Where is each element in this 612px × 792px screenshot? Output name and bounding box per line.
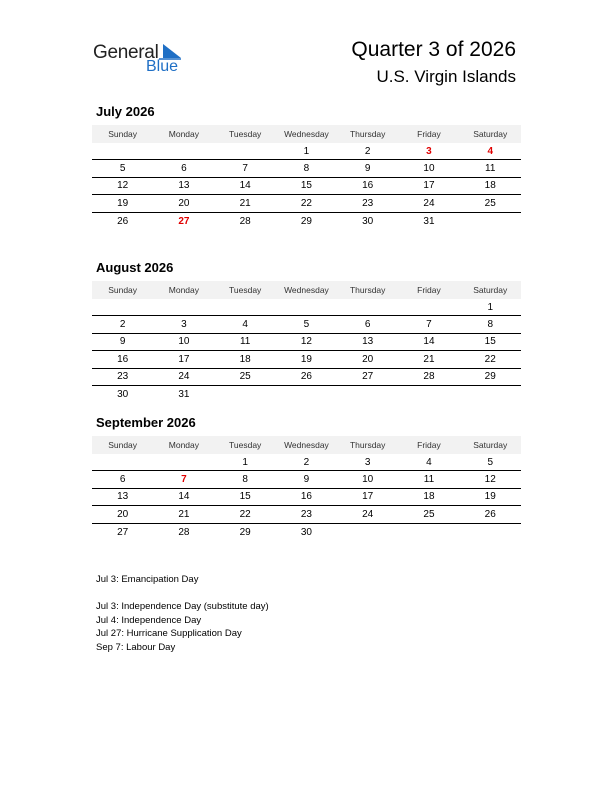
day-cell: 3 (426, 145, 432, 157)
day-cell: 19 (300, 353, 312, 365)
day-cell: 24 (178, 371, 190, 383)
day-cell: 12 (117, 180, 129, 192)
weekday-label: Sunday (108, 285, 138, 295)
day-cell: 27 (178, 215, 190, 227)
week-row (92, 351, 521, 368)
week-row (92, 369, 521, 386)
day-cell: 7 (242, 163, 248, 175)
weekday-label: Saturday (473, 440, 508, 450)
day-cell: 11 (485, 163, 496, 175)
day-cell: 14 (178, 491, 190, 503)
day-cell: 4 (242, 319, 248, 331)
day-cell: 12 (300, 336, 312, 348)
day-cell: 25 (239, 371, 251, 383)
day-cell: 30 (300, 526, 312, 538)
month-calendar-september (92, 414, 521, 541)
holiday-note: Jul 27: Hurricane Supplication Day (96, 628, 242, 640)
day-cell: 7 (426, 319, 432, 331)
day-cell: 4 (487, 145, 493, 157)
week-row (92, 471, 521, 488)
weekday-label: Wednesday (284, 129, 329, 139)
day-cell: 14 (423, 336, 435, 348)
weekday-label: Tuesday (229, 440, 262, 450)
day-cell: 8 (242, 474, 248, 486)
day-cell: 19 (484, 491, 496, 503)
day-cell: 21 (239, 197, 251, 209)
day-cell: 23 (300, 508, 312, 520)
week-row (92, 334, 521, 351)
day-cell: 26 (300, 371, 312, 383)
day-cell: 4 (426, 456, 432, 468)
day-cell: 30 (362, 215, 374, 227)
day-cell: 21 (423, 353, 435, 365)
day-cell: 24 (362, 508, 374, 520)
weekday-label: Saturday (473, 285, 508, 295)
day-cell: 5 (487, 456, 493, 468)
week-row (92, 213, 521, 230)
day-cell: 25 (423, 508, 435, 520)
logo-blue-text: Blue (146, 58, 179, 75)
day-cell: 17 (362, 491, 374, 503)
day-cell: 3 (181, 319, 187, 331)
day-cell: 29 (484, 371, 496, 383)
holiday-note: Jul 3: Emancipation Day (96, 574, 199, 585)
weekday-label: Thursday (349, 129, 386, 139)
day-cell: 1 (303, 145, 310, 157)
day-cell: 14 (239, 180, 251, 192)
page-subtitle: U.S. Virgin Islands (376, 67, 516, 86)
weekday-label: Tuesday (229, 285, 262, 295)
day-cell: 25 (484, 197, 496, 209)
day-cell: 6 (119, 474, 126, 486)
day-cell: 19 (117, 197, 129, 209)
month-calendar-july (92, 103, 521, 230)
day-cell: 17 (178, 353, 190, 365)
day-cell: 10 (423, 163, 435, 175)
day-cell: 9 (303, 474, 310, 486)
weekday-header-row (92, 436, 521, 454)
day-cell: 9 (364, 163, 371, 175)
week-row (92, 506, 521, 523)
day-cell: 10 (178, 336, 190, 348)
day-cell: 8 (303, 163, 310, 175)
day-cell: 18 (484, 180, 496, 192)
day-cell: 13 (178, 180, 190, 192)
holiday-note: Sep 7: Labour Day (96, 641, 176, 653)
day-cell: 16 (362, 180, 374, 192)
day-cell: 1 (487, 301, 493, 313)
weekday-label: Sunday (108, 129, 138, 139)
day-cell: 28 (239, 215, 251, 227)
day-cell: 22 (484, 353, 496, 365)
weekday-label: Tuesday (229, 129, 262, 139)
weekday-label: Monday (168, 129, 200, 139)
day-cell: 13 (117, 491, 129, 503)
generalblue-logo (93, 40, 193, 80)
week-row (92, 178, 521, 195)
day-cell: 15 (300, 180, 312, 192)
weekday-header-row (92, 125, 521, 143)
day-cell: 30 (117, 389, 129, 401)
week-row (92, 454, 521, 471)
day-cell: 16 (300, 491, 312, 503)
day-cell: 18 (423, 491, 435, 503)
day-cell: 2 (303, 456, 310, 468)
day-cell: 6 (181, 163, 187, 175)
weekday-label: Wednesday (284, 285, 329, 295)
week-row (92, 386, 521, 403)
weekday-label: Wednesday (284, 440, 329, 450)
day-cell: 15 (239, 491, 251, 503)
day-cell: 26 (117, 215, 129, 227)
weekday-label: Friday (417, 440, 441, 450)
day-cell: 9 (119, 336, 126, 348)
day-cell: 12 (484, 474, 496, 486)
day-cell: 10 (362, 474, 374, 486)
day-cell: 29 (239, 526, 251, 538)
day-cell: 23 (362, 197, 374, 209)
month-title: September 2026 (96, 415, 196, 430)
weekday-label: Thursday (349, 440, 386, 450)
week-row (92, 160, 521, 177)
day-cell: 5 (119, 163, 126, 175)
weekday-header-row (92, 281, 521, 299)
day-cell: 5 (303, 319, 310, 331)
week-row (92, 195, 521, 212)
week-row (92, 524, 521, 541)
week-row (92, 299, 521, 316)
day-cell: 2 (119, 319, 126, 331)
month-title: July 2026 (96, 104, 155, 119)
day-cell: 20 (117, 508, 129, 520)
weekday-label: Monday (168, 285, 200, 295)
day-cell: 8 (487, 319, 493, 331)
week-row (92, 316, 521, 333)
day-cell: 31 (178, 389, 190, 401)
day-cell: 2 (364, 145, 371, 157)
day-cell: 28 (178, 526, 190, 538)
weekday-label: Monday (168, 440, 200, 450)
day-cell: 17 (423, 180, 435, 192)
weekday-label: Friday (417, 285, 441, 295)
day-cell: 11 (239, 336, 251, 348)
day-cell: 15 (484, 336, 496, 348)
day-cell: 26 (484, 508, 496, 520)
day-cell: 11 (423, 474, 435, 486)
day-cell: 22 (239, 508, 251, 520)
day-cell: 20 (362, 353, 374, 365)
holiday-note: Jul 4: Independence Day (96, 614, 202, 626)
week-row (92, 143, 521, 160)
day-cell: 3 (364, 456, 371, 468)
day-cell: 24 (423, 197, 435, 209)
month-title: August 2026 (96, 260, 174, 275)
weekday-label: Sunday (108, 440, 138, 450)
day-cell: 20 (178, 197, 190, 209)
day-cell: 7 (181, 474, 187, 486)
week-row (92, 489, 521, 506)
day-cell: 22 (300, 197, 312, 209)
month-calendar-august (92, 259, 521, 403)
day-cell: 18 (239, 353, 251, 365)
holiday-notes-group-2 (96, 600, 269, 654)
page-title: Quarter 3 of 2026 (351, 38, 516, 61)
logo-general-text: General (93, 42, 159, 63)
holiday-notes-group-1 (96, 573, 269, 586)
day-cell: 16 (117, 353, 129, 365)
day-cell: 21 (178, 508, 190, 520)
day-cell: 13 (362, 336, 374, 348)
holiday-notes (96, 573, 269, 654)
weekday-label: Saturday (473, 129, 508, 139)
day-cell: 6 (364, 319, 371, 331)
day-cell: 28 (423, 371, 435, 383)
day-cell: 23 (117, 371, 129, 383)
day-cell: 29 (300, 215, 312, 227)
holiday-note: Jul 3: Independence Day (substitute day) (96, 601, 269, 613)
day-cell: 27 (362, 371, 374, 383)
day-cell: 31 (423, 215, 435, 227)
day-cell: 27 (117, 526, 129, 538)
day-cell: 1 (242, 456, 248, 468)
weekday-label: Thursday (349, 285, 386, 295)
weekday-label: Friday (417, 129, 441, 139)
